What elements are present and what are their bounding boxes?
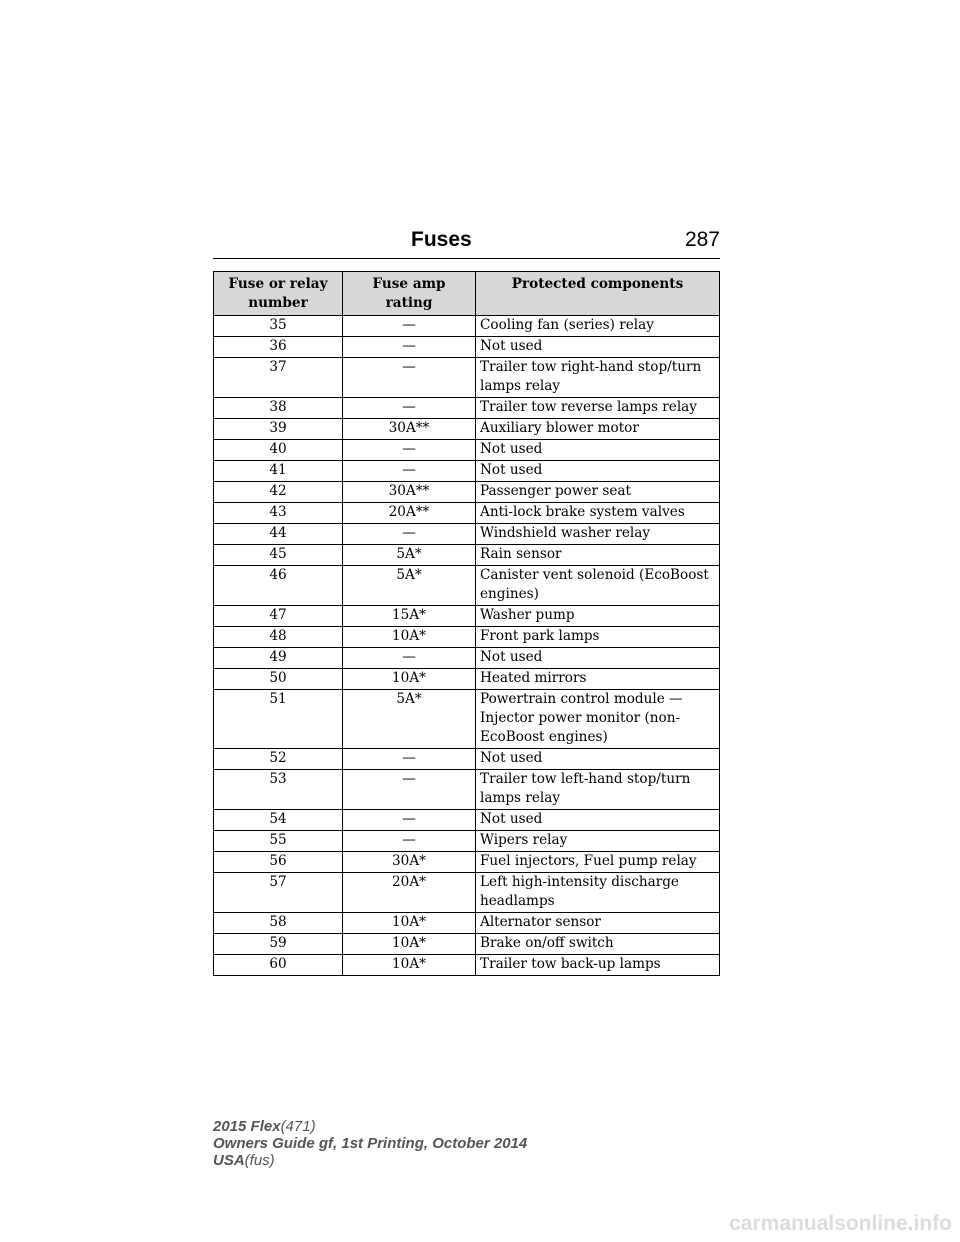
fuse-rating: — — [343, 524, 476, 545]
protected-component: Washer pump — [476, 606, 720, 627]
protected-component: Not used — [476, 810, 720, 831]
table-row — [214, 627, 720, 648]
protected-component: Not used — [476, 440, 720, 461]
fuse-number: 37 — [214, 358, 343, 398]
table-row — [214, 316, 720, 337]
protected-component: Fuel injectors, Fuel pump relay — [476, 852, 720, 873]
fuse-number: 60 — [214, 955, 343, 976]
protected-component: Powertrain control module — Injector power monitor (non-EcoBoost engines) — [476, 690, 720, 749]
footer-line-1: 2015 Flex(471) — [213, 1118, 316, 1135]
fuse-number: 45 — [214, 545, 343, 566]
fuse-number: 49 — [214, 648, 343, 669]
protected-component: Not used — [476, 461, 720, 482]
table-row — [214, 913, 720, 934]
protected-component: Wipers relay — [476, 831, 720, 852]
protected-component: Trailer tow right-hand stop/turn lamps relay — [476, 358, 720, 398]
fuse-number: 40 — [214, 440, 343, 461]
fuse-number: 54 — [214, 810, 343, 831]
footer-line-3: USA(fus) — [213, 1152, 275, 1169]
fuse-number: 52 — [214, 749, 343, 770]
footer-line-2: Owners Guide gf, 1st Printing, October 2014 — [213, 1135, 528, 1152]
fuse-rating: — — [343, 461, 476, 482]
table-row — [214, 337, 720, 358]
column-header-rating: Fuse amp rating — [343, 272, 476, 316]
protected-component: Heated mirrors — [476, 669, 720, 690]
fuse-rating: — — [343, 337, 476, 358]
header-rule — [213, 258, 720, 259]
fuse-number: 58 — [214, 913, 343, 934]
protected-component: Windshield washer relay — [476, 524, 720, 545]
table-row — [214, 566, 720, 606]
column-header-components: Protected components — [476, 272, 720, 316]
table-row — [214, 503, 720, 524]
protected-component: Front park lamps — [476, 627, 720, 648]
fuse-rating: — — [343, 440, 476, 461]
table-row — [214, 955, 720, 976]
fuse-rating: 20A** — [343, 503, 476, 524]
table-row — [214, 419, 720, 440]
table-body — [214, 316, 720, 976]
fuse-rating: 10A* — [343, 913, 476, 934]
fuse-number: 44 — [214, 524, 343, 545]
table-row — [214, 770, 720, 810]
fuse-rating: — — [343, 648, 476, 669]
protected-component: Canister vent solenoid (EcoBoost engines) — [476, 566, 720, 606]
table-row — [214, 831, 720, 852]
fuse-rating: 10A* — [343, 627, 476, 648]
table-row — [214, 358, 720, 398]
fuse-rating: — — [343, 749, 476, 770]
table-row — [214, 852, 720, 873]
protected-component: Trailer tow reverse lamps relay — [476, 398, 720, 419]
table-row — [214, 690, 720, 749]
fuse-rating: — — [343, 770, 476, 810]
fuse-number: 35 — [214, 316, 343, 337]
fuse-number: 36 — [214, 337, 343, 358]
table-header-row — [214, 272, 720, 316]
protected-component: Not used — [476, 749, 720, 770]
fuse-rating: 30A** — [343, 482, 476, 503]
table-row — [214, 524, 720, 545]
fuse-rating: 30A* — [343, 852, 476, 873]
fuse-number: 38 — [214, 398, 343, 419]
fuse-number: 39 — [214, 419, 343, 440]
fuse-rating: 15A* — [343, 606, 476, 627]
fuse-number: 55 — [214, 831, 343, 852]
page-number: 287 — [684, 228, 720, 251]
fuse-number: 47 — [214, 606, 343, 627]
table-row — [214, 545, 720, 566]
protected-component: Auxiliary blower motor — [476, 419, 720, 440]
fuse-rating: 30A** — [343, 419, 476, 440]
fuse-rating: — — [343, 810, 476, 831]
column-header-number: Fuse or relay number — [214, 272, 343, 316]
footer — [213, 1118, 527, 1169]
fuse-number: 42 — [214, 482, 343, 503]
table-row — [214, 482, 720, 503]
fuse-rating: 10A* — [343, 934, 476, 955]
fuse-rating: 5A* — [343, 566, 476, 606]
fuse-rating: 5A* — [343, 690, 476, 749]
fuse-rating: 10A* — [343, 669, 476, 690]
table-row — [214, 873, 720, 913]
fuse-rating: 5A* — [343, 545, 476, 566]
protected-component: Not used — [476, 337, 720, 358]
fuse-rating: — — [343, 831, 476, 852]
protected-component: Anti-lock brake system valves — [476, 503, 720, 524]
table-row — [214, 606, 720, 627]
protected-component: Passenger power seat — [476, 482, 720, 503]
protected-component: Trailer tow back-up lamps — [476, 955, 720, 976]
fuse-number: 41 — [214, 461, 343, 482]
fuse-number: 48 — [214, 627, 343, 648]
fuse-rating: — — [343, 398, 476, 419]
table-row — [214, 749, 720, 770]
fuse-number: 56 — [214, 852, 343, 873]
protected-component: Cooling fan (series) relay — [476, 316, 720, 337]
fuse-number: 53 — [214, 770, 343, 810]
fuse-rating: 20A* — [343, 873, 476, 913]
table-row — [214, 461, 720, 482]
fuse-rating: — — [343, 358, 476, 398]
fuse-rating: — — [343, 316, 476, 337]
protected-component: Trailer tow left-hand stop/turn lamps relay — [476, 770, 720, 810]
table-row — [214, 398, 720, 419]
fuse-number: 57 — [214, 873, 343, 913]
fuse-number: 51 — [214, 690, 343, 749]
protected-component: Rain sensor — [476, 545, 720, 566]
table-row — [214, 440, 720, 461]
protected-component: Left high-intensity discharge headlamps — [476, 873, 720, 913]
watermark: carmanualsonline.info — [729, 1212, 952, 1235]
table-row — [214, 648, 720, 669]
fuse-number: 46 — [214, 566, 343, 606]
fuse-number: 43 — [214, 503, 343, 524]
fuse-table — [213, 271, 720, 976]
protected-component: Alternator sensor — [476, 913, 720, 934]
protected-component: Brake on/off switch — [476, 934, 720, 955]
fuse-number: 50 — [214, 669, 343, 690]
table-row — [214, 934, 720, 955]
table-row — [214, 669, 720, 690]
fuse-rating: 10A* — [343, 955, 476, 976]
protected-component: Not used — [476, 648, 720, 669]
table-row — [214, 810, 720, 831]
section-title: Fuses — [411, 228, 472, 251]
fuse-number: 59 — [214, 934, 343, 955]
